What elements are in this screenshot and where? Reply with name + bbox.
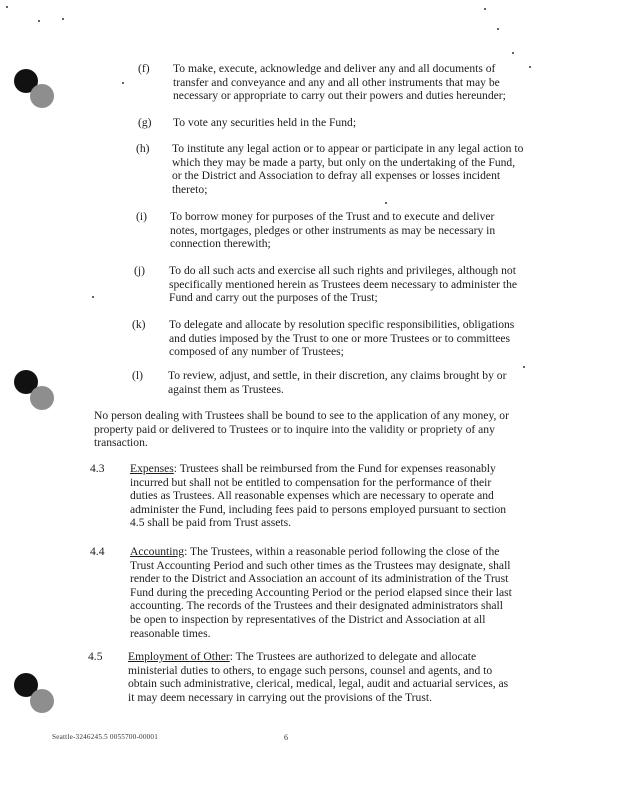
binder-hole-top (30, 84, 54, 108)
scan-speck (385, 202, 387, 204)
document-id: Seattle-3246245.5 0055700-00001 (52, 733, 159, 741)
item-label: (l) (132, 369, 143, 382)
item-label: (g) (138, 116, 152, 129)
item-text: To do all such acts and exercise all such rights and privileges, although not specifically mentioned herein as Trustees deem necessary to administer the Fund and carry out the purposes of the Trust; (169, 264, 518, 305)
binder-hole-middle (30, 386, 54, 410)
section-number: 4.3 (90, 462, 105, 475)
item-text: To review, adjust, and settle, in their discretion, any claims brought by or against them as Trustees. (168, 369, 507, 396)
item-label: (i) (136, 210, 147, 223)
section-heading: Employment of Other (128, 650, 230, 663)
binder-hole-bottom (30, 689, 54, 713)
item-text: To institute any legal action or to appear or participate in any legal action to which they may be made a party, but only on the undertaking of the Fund, or the District and Association to defray all expenses or losses incident thereto; (172, 142, 524, 196)
body-paragraph: No person dealing with Trustees shall be bound to see to the application of any money, or property paid or delivered to Trustees or to inquire into the validity or propriety of any transaction. (94, 409, 509, 450)
section-text: : The Trustees are authorized to delegate and allocate ministerial duties to others, to engage such persons, counsel and agents, and to obtain such administrative, clerical, medical, legal, audit and actuarial services, as it may deem necessary in carrying out the provisions of the Trust. (128, 650, 509, 704)
item-text: To delegate and allocate by resolution specific responsibilities, obligations and duties imposed by the Trust to one or more Trustees or to committees composed of any number of Trustees; (169, 318, 515, 359)
item-label: (k) (132, 318, 146, 331)
page-number: 6 (284, 733, 288, 742)
scan-speck (6, 6, 8, 8)
item-label: (f) (138, 62, 150, 75)
item-label: (j) (134, 264, 145, 277)
section-number: 4.5 (88, 650, 103, 663)
section-number: 4.4 (90, 545, 105, 558)
item-text: To borrow money for purposes of the Trust and to execute and deliver notes, mortgages, pledges or other instruments as may be necessary in connection therewith; (170, 210, 496, 251)
scan-speck (484, 8, 486, 10)
item-text: To vote any securities held in the Fund; (173, 116, 357, 129)
scan-speck (529, 66, 531, 68)
section-text: : The Trustees, within a reasonable period following the close of the Trust Accounting Period and such other times as the Trustees may designate, shall render to the District and Association an account of its administration of the Trust Fund during the preceding Accounting Period or the period elapsed since their last accounting. The records of the Trustees and their designated administrators shall be open to inspection by representatives of the District and Association at all reasonable times. (130, 545, 512, 640)
scan-speck (122, 82, 124, 84)
scan-speck (62, 18, 64, 20)
item-label: (h) (136, 142, 150, 155)
scan-speck (38, 20, 40, 22)
section-heading: Expenses (130, 462, 174, 475)
section-heading: Accounting (130, 545, 185, 558)
scan-speck (497, 28, 499, 30)
item-text: To make, execute, acknowledge and deliver any and all documents of transfer and conveyance and any and all other instruments that may be necessary or appropriate to carry out their powers and duties hereunder; (173, 62, 506, 103)
section-text: : Trustees shall be reimbursed from the Fund for expenses reasonably incurred but shall not be entitled to compensation for the performance of their duties as Trustees. All reasonable expenses which are necessary to operate and administer the Fund, including fees paid to persons employed pursuant to section 4.5 shall be paid from Trust assets. (130, 462, 507, 530)
scan-speck (523, 366, 525, 368)
scan-speck (92, 296, 94, 298)
scan-speck (512, 52, 514, 54)
